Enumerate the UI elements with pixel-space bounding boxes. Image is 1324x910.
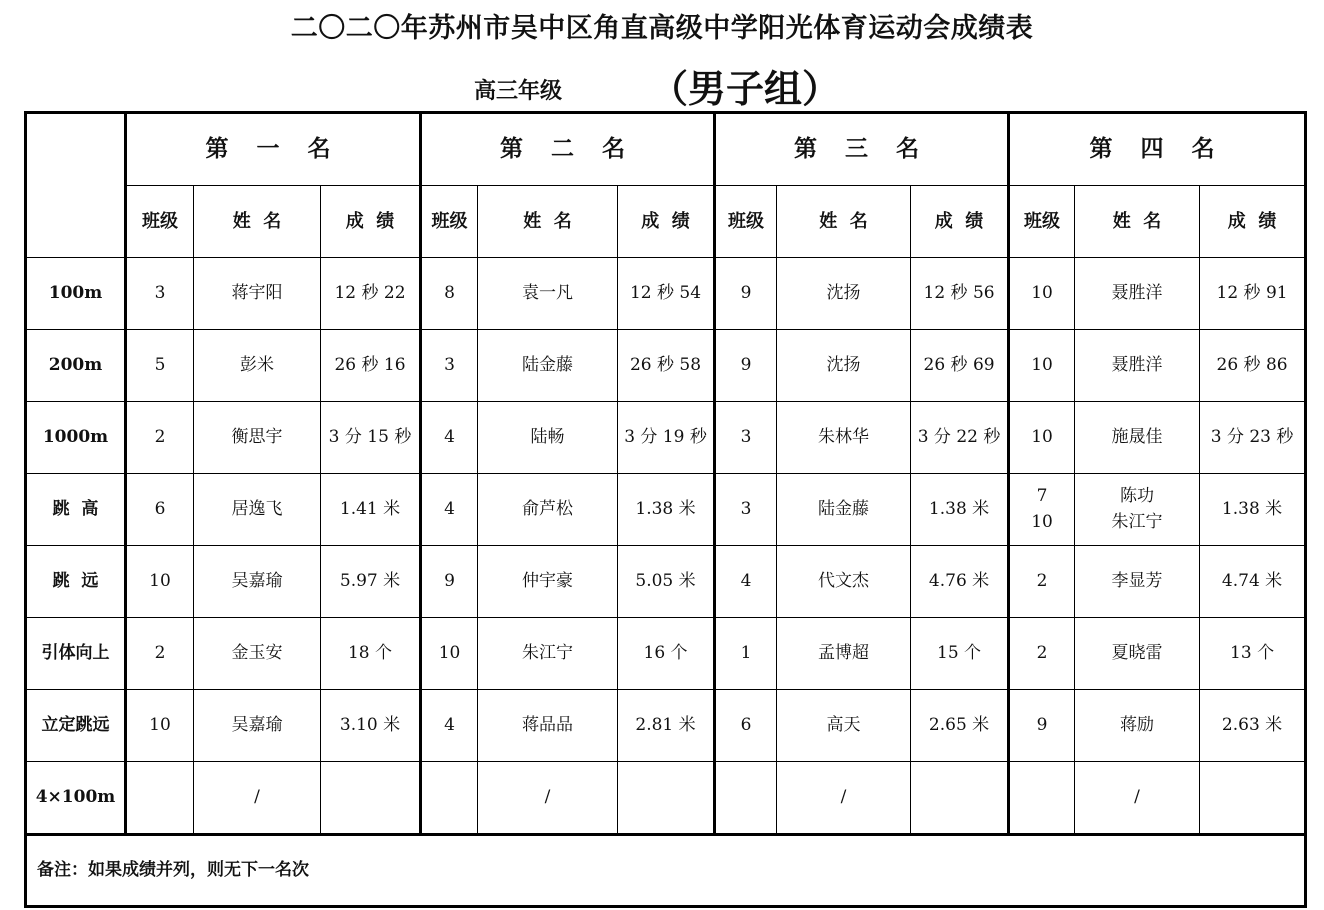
name-cell: 沈扬 — [777, 258, 911, 330]
class-header: 班级 — [715, 186, 777, 258]
score-cell: 12 秒 22 — [321, 258, 421, 330]
class-cell: 10 — [126, 690, 194, 762]
name-cell: 夏晓雷 — [1075, 618, 1200, 690]
note-row — [26, 835, 1306, 907]
score-cell: 15 个 — [911, 618, 1009, 690]
class-cell: 3 — [715, 474, 777, 546]
score-cell: 13 个 — [1200, 618, 1306, 690]
class-cell — [1009, 762, 1075, 835]
class-cell: 4 — [715, 546, 777, 618]
rank-third-header: 第 三 名 — [715, 113, 1009, 186]
event-name: 200m — [26, 330, 126, 402]
class-cell — [126, 762, 194, 835]
name-cell: 彭米 — [194, 330, 321, 402]
score-cell: 2.65 米 — [911, 690, 1009, 762]
name-cell: 陆金藤 — [777, 474, 911, 546]
event-name: 引体向上 — [26, 618, 126, 690]
class-cell — [1009, 474, 1075, 546]
score-cell: 3 分 15 秒 — [321, 402, 421, 474]
name-cell: / — [777, 762, 911, 835]
score-header: 成 绩 — [321, 186, 421, 258]
score-cell: 3 分 19 秒 — [618, 402, 715, 474]
rank-header-row — [26, 113, 1306, 186]
score-cell: 5.97 米 — [321, 546, 421, 618]
score-cell: 3 分 22 秒 — [911, 402, 1009, 474]
name-cell: 沈扬 — [777, 330, 911, 402]
class-cell: 5 — [126, 330, 194, 402]
score-cell — [321, 762, 421, 835]
class-cell: 3 — [715, 402, 777, 474]
class-cell: 10 — [1009, 402, 1075, 474]
score-cell: 16 个 — [618, 618, 715, 690]
name-cell: 代文杰 — [777, 546, 911, 618]
class-cell: 6 — [126, 474, 194, 546]
score-header: 成 绩 — [911, 186, 1009, 258]
class-cell: 4 — [421, 474, 478, 546]
score-cell: 1.38 米 — [911, 474, 1009, 546]
table-row — [26, 258, 1306, 330]
class-cell: 2 — [1009, 546, 1075, 618]
class-cell: 2 — [126, 618, 194, 690]
event-name: 立定跳远 — [26, 690, 126, 762]
name-cell: 仲宇豪 — [478, 546, 618, 618]
event-name: 跳 高 — [26, 474, 126, 546]
class-cell: 10 — [421, 618, 478, 690]
event-name: 1000m — [26, 402, 126, 474]
name-cell: 金玉安 — [194, 618, 321, 690]
page-title: 二〇二〇年苏州市吴中区角直高级中学阳光体育运动会成绩表 — [290, 13, 1034, 44]
class-header: 班级 — [126, 186, 194, 258]
name-cell: / — [194, 762, 321, 835]
class-cell: 9 — [715, 258, 777, 330]
score-cell: 26 秒 16 — [321, 330, 421, 402]
name-cell: 朱林华 — [777, 402, 911, 474]
name-cell: 聂胜洋 — [1075, 258, 1200, 330]
table-row — [26, 474, 1306, 546]
name-line: 陈功 — [1120, 486, 1155, 506]
score-cell: 1.38 米 — [618, 474, 715, 546]
class-cell: 3 — [126, 258, 194, 330]
subheader-row — [26, 186, 1306, 258]
score-cell: 3 分 23 秒 — [1200, 402, 1306, 474]
table-row — [26, 618, 1306, 690]
rank-second-header: 第 二 名 — [421, 113, 715, 186]
class-cell: 9 — [1009, 690, 1075, 762]
class-cell: 6 — [715, 690, 777, 762]
name-cell: 李显芳 — [1075, 546, 1200, 618]
class-cell: 1 — [715, 618, 777, 690]
score-header: 成 绩 — [1200, 186, 1306, 258]
class-cell: 10 — [1009, 330, 1075, 402]
name-cell: 陆畅 — [478, 402, 618, 474]
name-cell: 陆金藤 — [478, 330, 618, 402]
table-row — [26, 546, 1306, 618]
score-cell: 12 秒 54 — [618, 258, 715, 330]
score-cell: 1.41 米 — [321, 474, 421, 546]
name-cell: 吴嘉瑜 — [194, 546, 321, 618]
group-label: （男子组） — [650, 66, 841, 111]
name-cell: 聂胜洋 — [1075, 330, 1200, 402]
class-header: 班级 — [421, 186, 478, 258]
name-cell: 蒋励 — [1075, 690, 1200, 762]
name-cell: 衡思宇 — [194, 402, 321, 474]
class-cell: 4 — [421, 690, 478, 762]
class-header: 班级 — [1009, 186, 1075, 258]
table-row — [26, 690, 1306, 762]
table-row — [26, 762, 1306, 835]
score-cell: 18 个 — [321, 618, 421, 690]
name-cell: 蒋宇阳 — [194, 258, 321, 330]
score-cell: 26 秒 69 — [911, 330, 1009, 402]
event-name: 100m — [26, 258, 126, 330]
score-header: 成 绩 — [618, 186, 715, 258]
name-cell: 孟博超 — [777, 618, 911, 690]
name-cell: 施晟佳 — [1075, 402, 1200, 474]
name-line: 朱江宁 — [1111, 511, 1163, 532]
name-header: 姓 名 — [1075, 186, 1200, 258]
name-cell: 吴嘉瑜 — [194, 690, 321, 762]
table-row — [26, 330, 1306, 402]
name-cell: / — [478, 762, 618, 835]
corner-cell — [26, 113, 126, 258]
class-line: 7 — [1036, 486, 1048, 506]
score-cell: 2.63 米 — [1200, 690, 1306, 762]
name-header: 姓 名 — [777, 186, 911, 258]
score-cell — [911, 762, 1009, 835]
score-cell: 26 秒 86 — [1200, 330, 1306, 402]
score-cell: 12 秒 56 — [911, 258, 1009, 330]
class-cell — [421, 762, 478, 835]
score-cell: 5.05 米 — [618, 546, 715, 618]
name-cell — [1075, 474, 1200, 546]
name-cell: 居逸飞 — [194, 474, 321, 546]
class-cell: 4 — [421, 402, 478, 474]
score-cell: 4.76 米 — [911, 546, 1009, 618]
score-cell — [1200, 762, 1306, 835]
class-cell: 2 — [126, 402, 194, 474]
rank-first-header: 第 一 名 — [126, 113, 421, 186]
class-cell: 10 — [126, 546, 194, 618]
class-cell — [715, 762, 777, 835]
name-cell: 袁一凡 — [478, 258, 618, 330]
name-cell: 蒋品品 — [478, 690, 618, 762]
class-line: 10 — [1031, 511, 1053, 532]
class-cell: 10 — [1009, 258, 1075, 330]
score-cell: 3.10 米 — [321, 690, 421, 762]
score-cell: 26 秒 58 — [618, 330, 715, 402]
name-cell: 朱江宁 — [478, 618, 618, 690]
name-header: 姓 名 — [478, 186, 618, 258]
class-cell: 8 — [421, 258, 478, 330]
class-cell: 9 — [421, 546, 478, 618]
score-cell — [618, 762, 715, 835]
results-table — [24, 111, 1307, 908]
score-cell: 4.74 米 — [1200, 546, 1306, 618]
event-name: 跳 远 — [26, 546, 126, 618]
rank-fourth-header: 第 四 名 — [1009, 113, 1306, 186]
score-cell: 12 秒 91 — [1200, 258, 1306, 330]
name-cell: 俞芦松 — [478, 474, 618, 546]
class-cell: 3 — [421, 330, 478, 402]
score-cell: 1.38 米 — [1200, 474, 1306, 546]
grade-label: 高三年级 — [474, 78, 563, 104]
name-header: 姓 名 — [194, 186, 321, 258]
name-cell: / — [1075, 762, 1200, 835]
table-row — [26, 402, 1306, 474]
score-cell: 2.81 米 — [618, 690, 715, 762]
event-name: 4×100m — [26, 762, 126, 835]
name-cell: 高天 — [777, 690, 911, 762]
class-cell: 2 — [1009, 618, 1075, 690]
class-cell: 9 — [715, 330, 777, 402]
footnote: 备注：如果成绩并列，则无下一名次 — [26, 835, 1306, 907]
